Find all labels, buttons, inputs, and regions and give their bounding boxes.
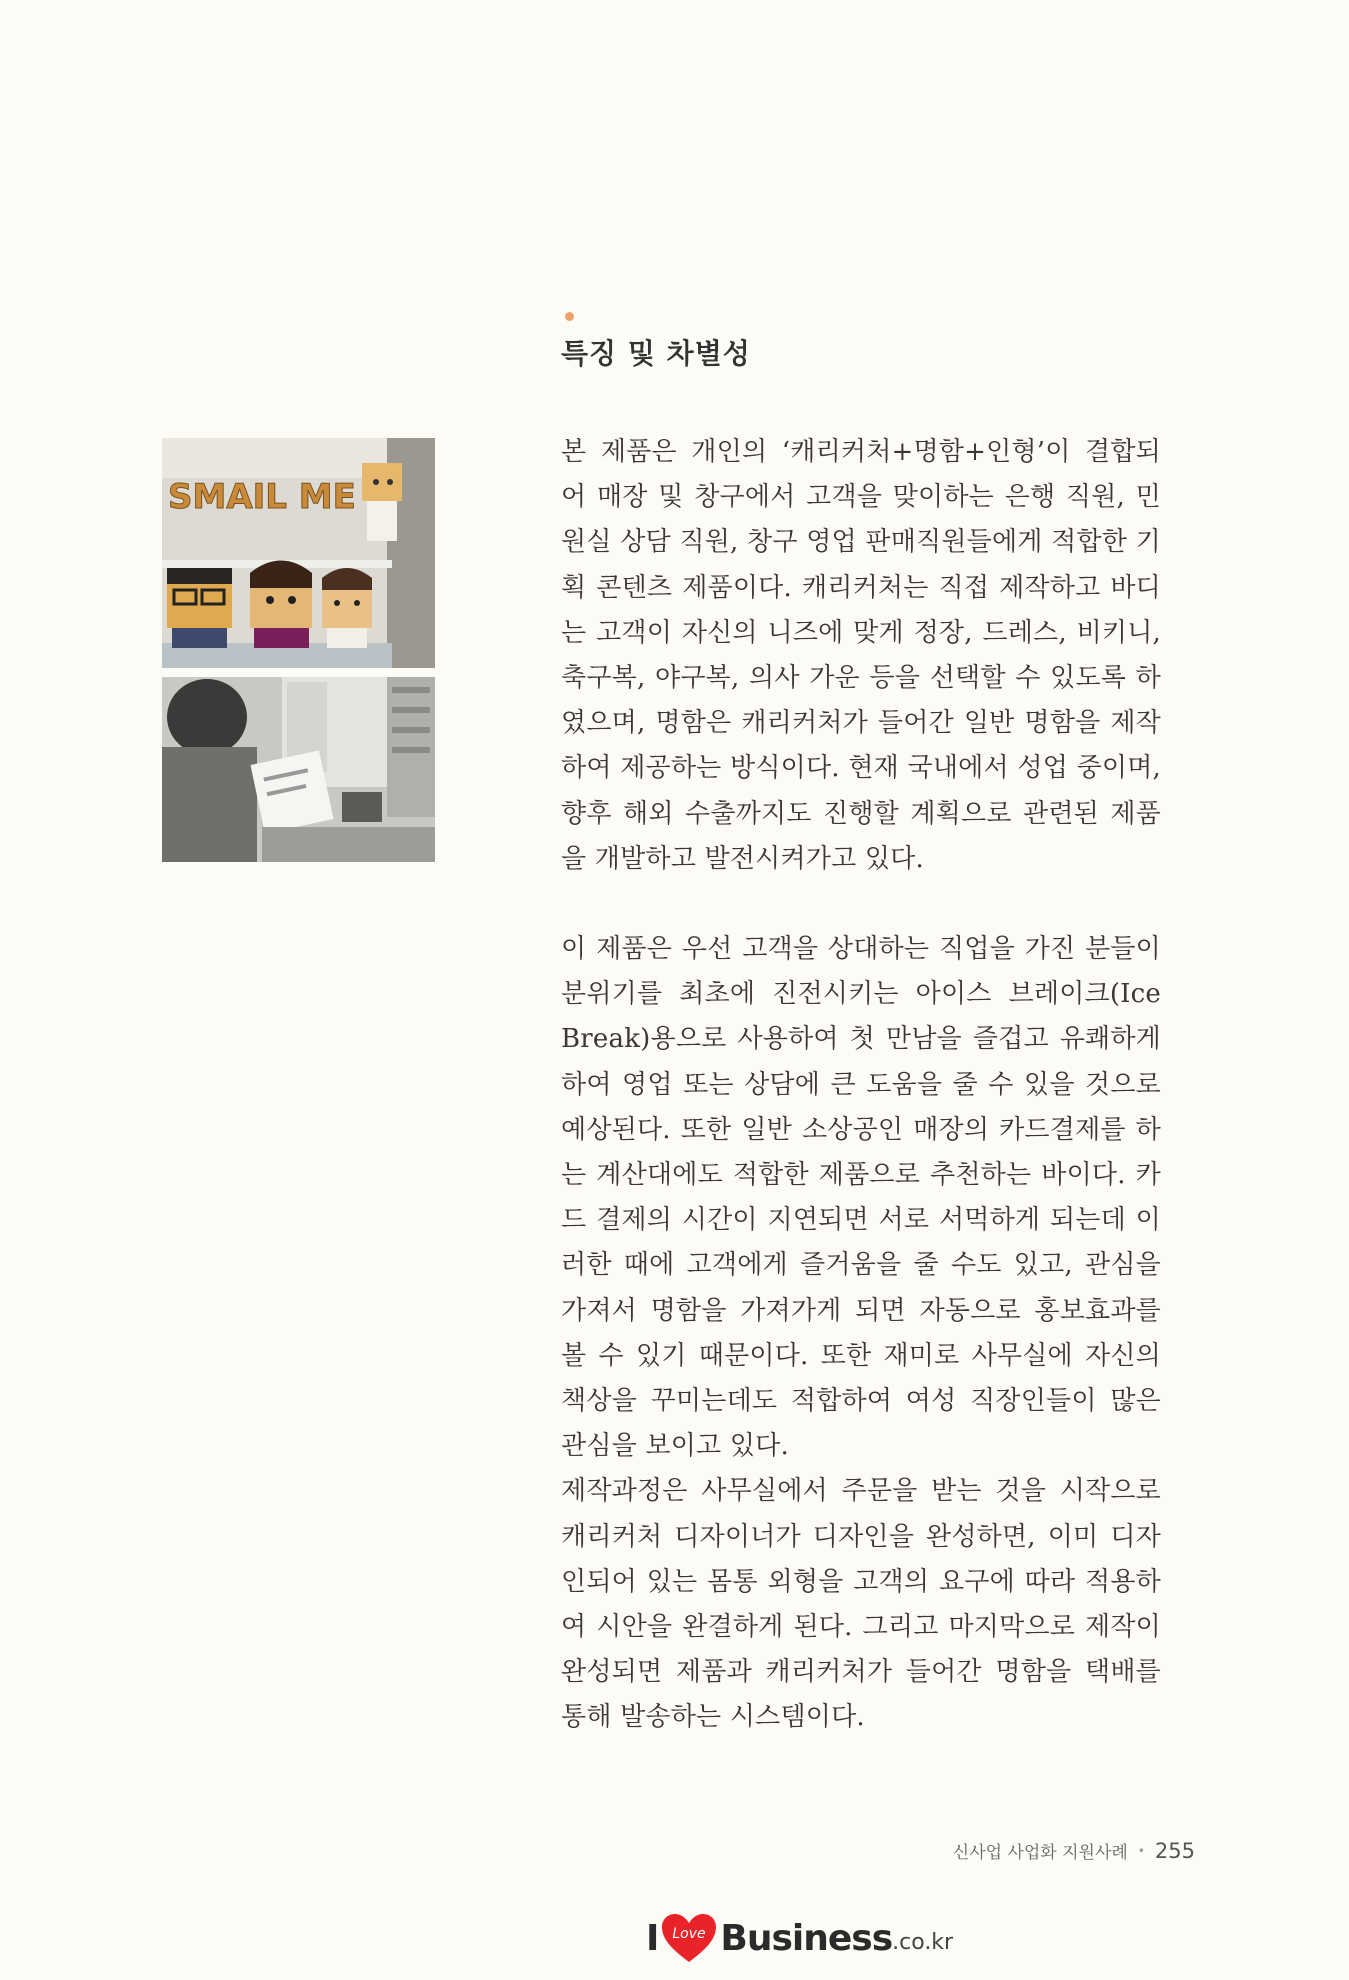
footer-separator: • xyxy=(1137,1843,1145,1858)
heart-icon xyxy=(660,1912,718,1964)
caricature-dolls-illustration xyxy=(162,438,435,668)
body-text xyxy=(561,430,1161,1741)
section-bullet-dot xyxy=(565,312,574,321)
paragraph-3: 제작과정은 사무실에서 주문을 받는 것을 시작으로 캐리커처 디자이너가 디자인을 완성하면, 이미 디자인되어 있는 몸통 외형을 고객의 요구에 따라 적용하여 시안을 완결하게 된다. 그리고 마지막으로 제작이 완성되면 제품과 캐리커처가 들어간 명함을 택배를 통해 발송하는 시스템이다. xyxy=(561,1476,1161,1733)
smail-me-sign: SMAIL ME xyxy=(168,477,356,517)
caricature-dolls-photo xyxy=(162,438,435,668)
logo-letter-i: I xyxy=(646,1917,659,1959)
ilovebusiness-logo xyxy=(646,1912,953,1964)
section-title: 특징 및 차별성 xyxy=(561,337,751,370)
office-designer-photo xyxy=(162,677,435,862)
page-number: 255 xyxy=(1154,1838,1195,1863)
paragraph-2: 이 제품은 우선 고객을 상대하는 직업을 가진 분들이 분위기를 최초에 진전시키는 아이스 브레이크(Ice Break)용으로 사용하여 첫 만남을 즐겁고 유쾌하게 하여 영업 또는 상담에 큰 도움을 줄 수 있을 것으로 예상된다. 또한 일반 소상공인 매장의 카드결제를 하는 계산대에도 적합한 제품으로 추천하는 바이다. 카드 결제의 시간이 지연되면 서로 서먹하게 되는데 이러한 때에 고객에게 즐거움을 줄 수도 있고, 관심을 가져서 명함을 가져가게 되면 자동으로 홍보효과를 볼 수 있기 때문이다. 또한 재미로 사무실에 자신의 책상을 꾸미는데도 적합하여 여성 직장인들이 많은 관심을 보이고 있다. xyxy=(561,934,1161,1462)
paragraph-1: 본 제품은 개인의 ‘캐리커처+명함+인형’이 결합되어 매장 및 창구에서 고객을 맞이하는 은행 직원, 민원실 상담 직원, 창구 영업 판매직원들에게 적합한 기획 콘텐츠 제품이다. 캐리커처는 직접 제작하고 바디는 고객이 자신의 니즈에 맞게 정장, 드레스, 비키니, 축구복, 야구복, 의사 가운 등을 선택할 수 있도록 하였으며, 명함은 캐리커처가 들어간 일반 명함을 제작하여 제공하는 방식이다. 현재 국내에서 성업 중이며, 향후 해외 수출까지도 진행할 계획으로 관련된 제품을 개발하고 발전시켜가고 있다. xyxy=(561,437,1161,874)
logo-heart-text: Love xyxy=(672,1926,707,1942)
footer-caption-text: 신사업 사업화 지원사례 xyxy=(952,1843,1128,1863)
running-footer xyxy=(953,1838,1195,1863)
logo-word: Business xyxy=(720,1917,893,1959)
office-scene-illustration xyxy=(162,677,435,862)
logo-domain: .co.kr xyxy=(892,1929,954,1955)
